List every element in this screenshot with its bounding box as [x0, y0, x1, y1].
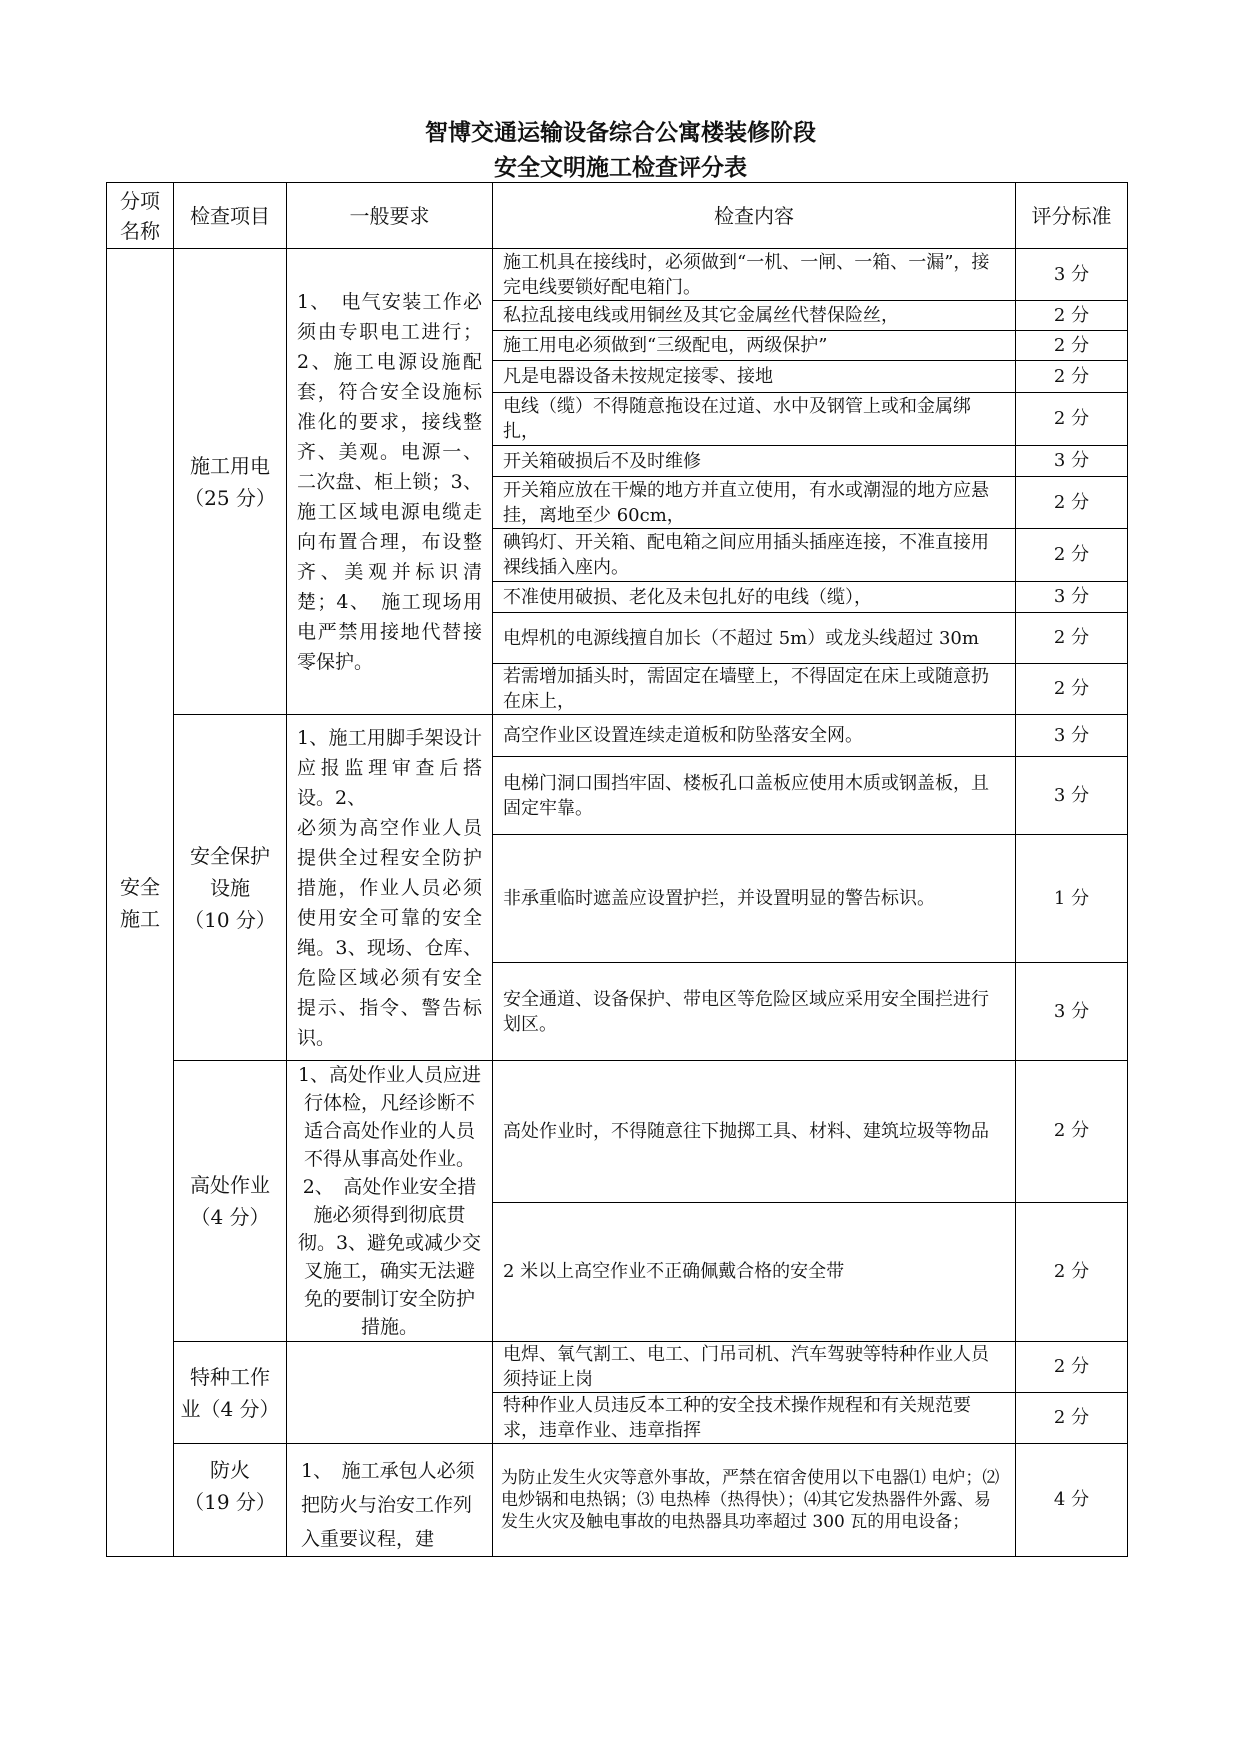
content-cell: 施工用电必须做到“三级配电，两级保护”: [493, 331, 1016, 361]
item-cell-height-work: [174, 1061, 287, 1342]
requirement-cell-special-work: [287, 1342, 493, 1444]
content-cell: 高处作业时，不得随意往下抛掷工具、材料、建筑垃圾等物品: [493, 1061, 1016, 1203]
header-category: [107, 183, 174, 249]
score-cell: 3 分: [1016, 446, 1128, 477]
table-row: [107, 1444, 1128, 1557]
header-content: 检查内容: [493, 183, 1016, 249]
header-item: 检查项目: [174, 183, 287, 249]
table-row: [107, 1342, 1128, 1393]
score-cell: 2 分: [1016, 393, 1128, 446]
content-cell: 凡是电器设备未按规定接零、接地: [493, 361, 1016, 393]
score-cell: 1 分: [1016, 835, 1128, 963]
content-cell: 不准使用破损、老化及未包扎好的电线（缆），: [493, 582, 1016, 613]
score-cell: 2 分: [1016, 1061, 1128, 1203]
score-cell: 4 分: [1016, 1444, 1128, 1557]
content-cell: 电焊、氧气割工、电工、门吊司机、汽车驾驶等特种作业人员须持证上岗: [493, 1342, 1016, 1393]
content-cell: 若需增加插头时，需固定在墙壁上，不得固定在床上或随意扔在床上，: [493, 664, 1016, 715]
content-cell: 2 米以上高空作业不正确佩戴合格的安全带: [493, 1202, 1016, 1341]
requirement-text: 1、施工用脚手架设计应报监理审查后搭设。2、 必须为高空作业人员提供全过程安全防护措施，作业人员必须使用安全可靠的安全绳。3、现场、仓库、危险区域必须有安全提示、指令、警告标识。: [297, 727, 482, 1049]
content-cell: 开关箱破损后不及时维修: [493, 446, 1016, 477]
score-cell: 2 分: [1016, 1393, 1128, 1444]
content-cell: 电线（缆）不得随意拖设在过道、水中及钢管上或和金属绑扎，: [493, 393, 1016, 446]
content-cell: 为防止发生火灾等意外事故，严禁在宿舍使用以下电器⑴ 电炉；⑵ 电炒锅和电热锅；⑶ 电热棒（热得快）；⑷其它发热器件外露、易发生火灾及触电事故的电热器具功率超过 300 瓦的用电设备；: [493, 1444, 1016, 1557]
header-score: 评分标准: [1016, 183, 1128, 249]
category-cell: [107, 249, 174, 1557]
requirement-cell-electric: 1、 电气安装工作必须由专职电工进行；2、施工电源设施配套，符合安全设施标准化的要求，接线整齐、美观。电源一、二次盘、柜上锁；3、施工区域电源电缆走向布置合理，布设整齐、美观并标识清楚；4、 施工现场用电严禁用接地代替接零保护。: [287, 249, 493, 715]
category-text: 安全 施工: [120, 874, 160, 931]
item-cell-fire: [174, 1444, 287, 1557]
table-header-row: [107, 183, 1128, 249]
table-row: [107, 1061, 1128, 1203]
score-cell: 2 分: [1016, 301, 1128, 331]
content-cell: 开关箱应放在干燥的地方并直立使用，有水或潮湿的地方应悬挂，离地至少 60cm，: [493, 477, 1016, 529]
content-cell: 高空作业区设置连续走道板和防坠落安全网。: [493, 715, 1016, 757]
score-cell: 2 分: [1016, 1342, 1128, 1393]
requirement-cell-fire: 1、 施工承包人必须把防火与治安工作列入重要议程，建: [287, 1444, 493, 1557]
item-text: 防火 （19 分）: [184, 1458, 276, 1514]
document-title: 智博交通运输设备综合公寓楼装修阶段: [425, 119, 816, 146]
score-cell: 2 分: [1016, 1202, 1128, 1341]
item-text: 安全保护 设施 （10 分）: [184, 843, 276, 932]
item-text: 施工用电 （25 分）: [184, 453, 276, 510]
score-cell: 2 分: [1016, 361, 1128, 393]
score-cell: 2 分: [1016, 613, 1128, 664]
score-cell: 3 分: [1016, 963, 1128, 1061]
item-text: 特种工作 业（4 分）: [180, 1364, 280, 1421]
inspection-score-table: [106, 182, 1128, 1557]
requirement-cell-protection: [287, 715, 493, 1061]
content-cell: 施工机具在接线时，必须做到“一机、一闸、一箱、一漏”，接完电线要锁好配电箱门。: [493, 249, 1016, 301]
score-cell: 3 分: [1016, 757, 1128, 835]
score-cell: 3 分: [1016, 249, 1128, 301]
content-cell: 电梯门洞口围挡牢固、楼板孔口盖板应使用木质或钢盖板，且固定牢靠。: [493, 757, 1016, 835]
content-cell: 碘钨灯、开关箱、配电箱之间应用插头插座连接，不准直接用裸线插入座内。: [493, 529, 1016, 582]
score-cell: 3 分: [1016, 715, 1128, 757]
item-cell-electric: [174, 249, 287, 715]
score-cell: 3 分: [1016, 582, 1128, 613]
content-cell: 安全通道、设备保护、带电区等危险区域应采用安全围拦进行划区。: [493, 963, 1016, 1061]
content-cell: 特种作业人员违反本工种的安全技术操作规程和有关规范要求，违章作业、违章指挥: [493, 1393, 1016, 1444]
item-cell-protection: [174, 715, 287, 1061]
content-cell: 私拉乱接电线或用铜丝及其它金属丝代替保险丝，: [493, 301, 1016, 331]
item-cell-special-work: [174, 1342, 287, 1444]
item-text: 高处作业 （4 分）: [190, 1173, 270, 1229]
header-category-text: 分项 名称: [120, 188, 160, 243]
document-subtitle: 安全文明施工检查评分表: [494, 154, 747, 181]
header-requirement: 一般要求: [287, 183, 493, 249]
score-cell: 2 分: [1016, 331, 1128, 361]
table-row: [107, 715, 1128, 757]
score-cell: 2 分: [1016, 664, 1128, 715]
content-cell: 非承重临时遮盖应设置护拦，并设置明显的警告标识。: [493, 835, 1016, 963]
score-cell: 2 分: [1016, 529, 1128, 582]
score-cell: 2 分: [1016, 477, 1128, 529]
requirement-cell-height-work: 1、高处作业人员应进行体检，凡经诊断不适合高处作业的人员不得从事高处作业。2、 高处作业安全措施必须得到彻底贯彻。3、避免或减少交叉施工，确实无法避免的要制订安全防护措施。: [287, 1061, 493, 1342]
content-cell: 电焊机的电源线擅自加长（不超过 5m）或龙头线超过 30m: [493, 613, 1016, 664]
table-row: [107, 249, 1128, 301]
